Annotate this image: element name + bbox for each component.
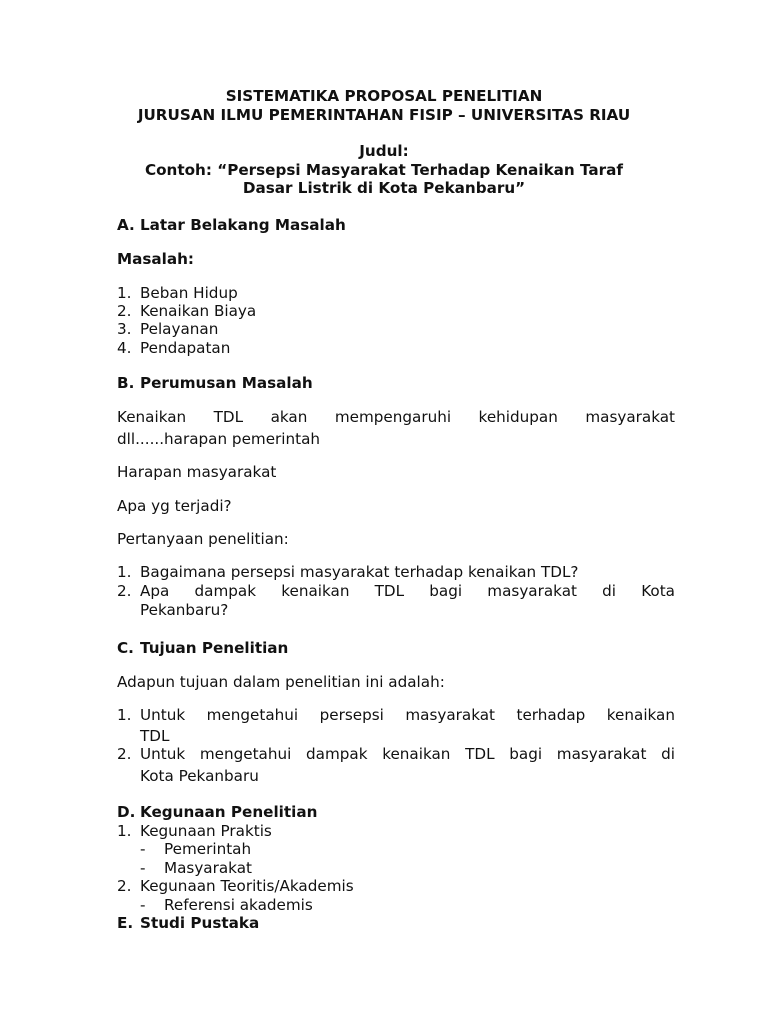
list-item [117,563,675,582]
dash-marker: - [140,896,146,914]
sub-list-text: Referensi akademis [164,896,313,914]
document-header [0,87,768,124]
section-c-heading [117,639,288,658]
section-a-letter: A. [117,216,135,234]
section-b-letter: B. [117,374,135,392]
list-item [117,320,675,339]
list-item [117,822,675,841]
list-text: Untuk mengetahui persepsi masyarakat terhadap kenaikan [140,706,675,724]
list-item [117,339,675,358]
paragraph: Adapun tujuan dalam penelitian ini adalah: [117,673,445,691]
list-text: Apa dampak kenaikan TDL bagi masyarakat di Kota [140,582,675,600]
list-text: Pekanbaru? [140,601,229,619]
sub-list-item [140,896,313,915]
list-item [117,877,675,896]
sub-list-item [140,859,252,878]
list-item [117,284,675,303]
section-c-title: Tujuan Penelitian [140,639,289,657]
dash-marker: - [140,859,146,877]
list-text: Kegunaan Praktis [140,822,272,840]
header-line-1: SISTEMATIKA PROPOSAL PENELITIAN [225,87,543,105]
list-text: Bagaimana persepsi masyarakat terhadap kenaikan TDL? [140,563,579,581]
section-e-letter: E. [117,914,134,932]
list-text: Kota Pekanbaru [140,767,259,785]
section-d-heading [117,803,317,822]
section-e-title: Studi Pustaka [140,914,260,932]
list-number: 1. [117,822,132,840]
paragraph: Apa yg terjadi? [117,497,232,515]
list-text: TDL [140,727,170,745]
section-b-title: Perumusan Masalah [140,374,313,392]
paragraph-line: dll......harapan pemerintah [117,430,321,448]
list-number: 4. [117,339,132,357]
section-d-title: Kegunaan Penelitian [140,803,318,821]
title-line-2: Dasar Listrik di Kota Pekanbaru” [242,179,526,197]
list-number: 2. [117,302,132,320]
list-number: 1. [117,284,132,302]
list-number: 1. [117,706,132,724]
list-text: Kegunaan Teoritis/Akademis [140,877,354,895]
title-line-1: Contoh: “Persepsi Masyarakat Terhadap Kenaikan Taraf [144,160,624,179]
list-text: Pendapatan [140,339,231,357]
judul-label: Judul: [359,142,409,160]
list-number: 2. [117,745,132,763]
section-c-letter: C. [117,639,134,657]
list-item [117,302,675,321]
masalah-label: Masalah: [117,250,194,268]
sub-list-text: Pemerintah [164,840,252,858]
list-text: Untuk mengetahui dampak kenaikan TDL bagi masyarakat di [140,745,675,763]
list-text: Beban Hidup [140,284,238,302]
dash-marker: - [140,840,146,858]
section-b-heading [117,374,313,393]
sub-list-item [140,840,251,859]
list-text: Pelayanan [140,320,219,338]
paragraph-line: Kenaikan TDL akan mempengaruhi kehidupan masyarakat [117,408,675,426]
header-line-2: JURUSAN ILMU PEMERINTAHAN FISIP – UNIVERSITAS RIAU [137,105,631,124]
list-number: 1. [117,563,132,581]
section-a-title: Latar Belakang Masalah [140,216,346,234]
title-block [0,142,768,198]
section-a-heading [117,216,346,235]
section-d-letter: D. [117,803,136,821]
list-number: 2. [117,582,132,600]
list-number: 3. [117,320,132,338]
section-e-heading [117,914,259,933]
paragraph: Harapan masyarakat [117,463,277,481]
sub-list-text: Masyarakat [164,859,252,877]
list-number: 2. [117,877,132,895]
paragraph: Pertanyaan penelitian: [117,530,289,548]
list-text: Kenaikan Biaya [140,302,257,320]
